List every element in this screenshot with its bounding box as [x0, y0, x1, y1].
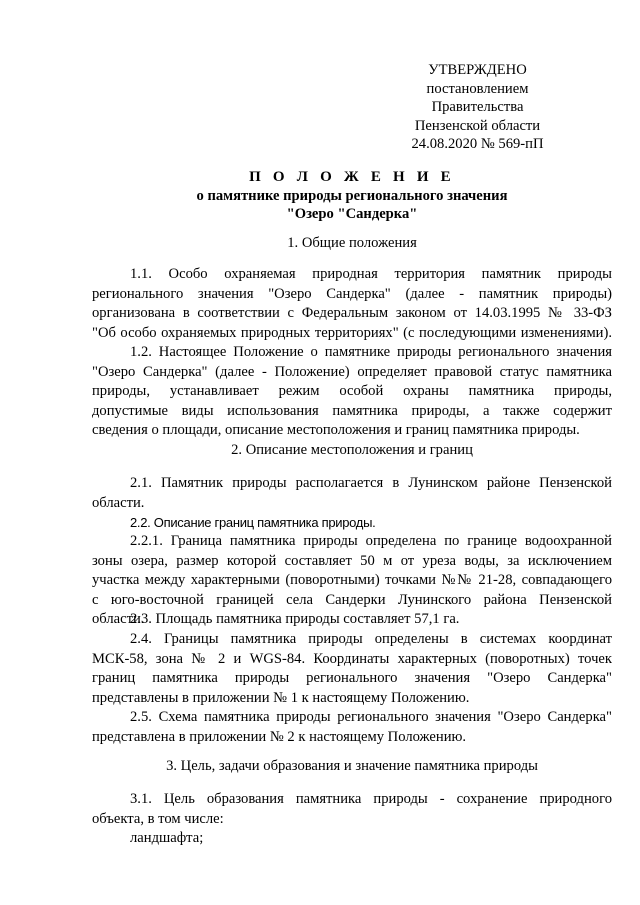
paragraph-1-1	[92, 265, 612, 343]
title-subject: о памятнике природы регионального значения	[196, 187, 508, 204]
text-line: области.	[92, 494, 145, 511]
text-line: объекта, в том числе:	[92, 810, 224, 827]
title-name: "Озеро "Сандерка"	[286, 206, 418, 222]
paragraph-2-2	[92, 513, 612, 533]
section-3-heading: 3. Цель, задачи образования и значение памятника природы	[166, 758, 538, 774]
approval-title: УТВЕРЖДЕНО	[428, 62, 527, 78]
text-line: зоны озера, размер которой составляет 50 м от уреза воды, за исключением	[92, 552, 612, 569]
approval-line: постановлением Правительства	[426, 80, 529, 115]
approval-date: 24.08.2020 № 569-пП	[411, 136, 544, 152]
text-line: представлена в приложении № 2 к настоящему Положению.	[92, 728, 467, 745]
text-line: 2.3. Площадь памятника природы составляет 57,1 га.	[130, 611, 460, 627]
list-item: ландшафта;	[130, 830, 204, 847]
section-2-heading: 2. Описание местоположения и границ	[231, 442, 473, 458]
text-line: границ памятника природы регионального значения "Озеро Сандерка"	[92, 670, 612, 687]
document-title	[92, 168, 612, 224]
text-line: 2.4. Границы памятника природы определены в системах координат	[130, 631, 612, 647]
text-line: допустимые виды использования памятника природы, а также содержит	[92, 402, 612, 419]
paragraph-2-4	[92, 630, 612, 708]
paragraph-2-3	[92, 610, 612, 630]
text-line: организована в соответствии с Федеральным законом от 14.03.1995 № 33-ФЗ	[92, 305, 612, 322]
text-line: 2.5. Схема памятника природы регионального значения "Озеро Сандерка"	[130, 709, 612, 725]
approval-line: Пензенской области	[414, 117, 541, 134]
text-line: 3.1. Цель образования памятника природы - сохранение природного	[130, 791, 612, 807]
section-1-heading: 1. Общие положения	[287, 235, 417, 251]
title-word: П О Л О Ж Е Н И Е	[249, 169, 455, 185]
paragraph-1-2	[92, 343, 612, 441]
text-line: участка между характерными (поворотными) точками №№ 21-28, совпадающего	[92, 572, 612, 589]
text-line: сведения о площади, описание местоположения и границ памятника природы.	[92, 422, 580, 439]
text-line: 1.2. Настоящее Положение о памятнике природы регионального значения	[130, 344, 612, 360]
text-line: регионального значения "Озеро Сандерка" (далее - памятник природы)	[92, 285, 612, 302]
paragraph-3-1	[92, 790, 612, 849]
text-line: 2.2. Описание границ памятника природы.	[130, 515, 376, 530]
text-line: природы, устанавливает режим особой охраны памятника природы,	[92, 383, 612, 400]
text-line: области.	[92, 611, 145, 628]
text-line: 2.2.1. Граница памятника природы определена по границе водоохранной	[130, 533, 612, 549]
text-line: 2.1. Памятник природы располагается в Лунинском районе Пензенской	[130, 475, 612, 491]
text-line: "Об особо охраняемых природных территориях" (с последующими изменениями).	[92, 324, 612, 341]
paragraph-2-5	[92, 708, 612, 747]
approval-stamp	[380, 61, 575, 154]
text-line: МСК-58, зона № 2 и WGS-84. Координаты характерных (поворотных) точек	[92, 650, 612, 667]
text-line: с юго-восточной границей села Сандерки Лунинского района Пензенской	[92, 591, 612, 608]
text-line: 1.1. Особо охраняемая природная территория памятник природы	[130, 266, 612, 282]
paragraph-2-1	[92, 474, 612, 513]
text-line: представлены в приложении № 1 к настоящему Положению.	[92, 689, 470, 706]
text-line: "Озеро Сандерка" (далее - Положение) определяет правовой статус памятника	[92, 363, 612, 380]
